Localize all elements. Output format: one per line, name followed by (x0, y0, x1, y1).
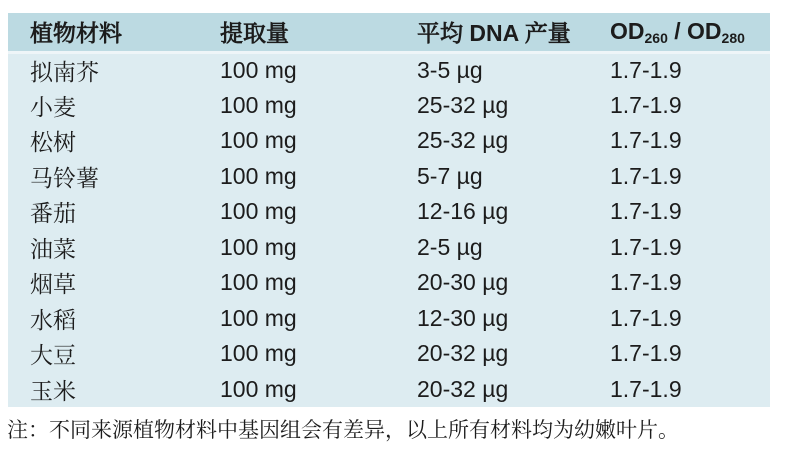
cell-amount: 100 mg (220, 198, 297, 225)
cell-amount: 100 mg (220, 57, 297, 83)
cell-yield: 25-32 µg (417, 91, 509, 118)
dna-yield-table-container (8, 13, 770, 407)
cell-od: 1.7-1.9 (610, 127, 682, 154)
table-row (8, 194, 770, 230)
cell-yield: 20-32 µg (417, 375, 509, 402)
cell-material: 玉米 (30, 377, 76, 404)
cell-yield: 25-32 µg (417, 127, 509, 154)
od-subscript-280: 280 (721, 29, 745, 46)
table-header (8, 13, 770, 52)
cell-material: 水稻 (30, 306, 76, 333)
od-base-right: OD (687, 17, 722, 44)
table-body (8, 52, 770, 407)
cell-amount: 100 mg (220, 91, 297, 118)
table-row (8, 123, 770, 159)
cell-amount: 100 mg (220, 304, 297, 331)
cell-od: 1.7-1.9 (610, 198, 682, 225)
cell-amount: 100 mg (220, 375, 297, 402)
table-row (8, 159, 770, 195)
cell-od: 1.7-1.9 (610, 162, 682, 189)
cell-amount: 100 mg (220, 340, 297, 367)
table-row (8, 265, 770, 301)
cell-material: 拟南芥 (30, 59, 99, 85)
col-header-od-ratio (610, 13, 770, 52)
cell-yield: 20-30 µg (417, 269, 509, 296)
od-separator: / (667, 17, 688, 44)
table-row (8, 372, 770, 408)
cell-od: 1.7-1.9 (610, 269, 682, 296)
cell-yield: 3-5 µg (417, 57, 483, 83)
cell-material: 烟草 (30, 271, 76, 298)
cell-od: 1.7-1.9 (610, 57, 682, 83)
table-row (8, 230, 770, 266)
cell-material: 油菜 (30, 235, 76, 262)
col-header-material: 植物材料 (8, 13, 220, 52)
footnote: 注：不同来源植物材料中基因组会有差异，以上所有材料均为幼嫩叶片。 (7, 419, 679, 442)
col-header-yield: 平均 DNA 产量 (417, 13, 610, 52)
cell-amount: 100 mg (220, 162, 297, 189)
cell-amount: 100 mg (220, 233, 297, 260)
cell-amount: 100 mg (220, 269, 297, 296)
cell-yield: 5-7 µg (417, 162, 483, 189)
cell-od: 1.7-1.9 (610, 233, 682, 260)
cell-yield: 12-30 µg (417, 304, 509, 331)
dna-yield-table (8, 13, 770, 407)
cell-yield: 20-32 µg (417, 340, 509, 367)
od-subscript-260: 260 (644, 29, 668, 46)
col-header-amount: 提取量 (220, 13, 417, 52)
cell-od: 1.7-1.9 (610, 340, 682, 367)
cell-amount: 100 mg (220, 127, 297, 154)
header-row (8, 13, 770, 52)
table-row (8, 52, 770, 88)
cell-od: 1.7-1.9 (610, 375, 682, 402)
cell-material: 松树 (30, 129, 76, 156)
cell-od: 1.7-1.9 (610, 304, 682, 331)
table-row (8, 88, 770, 124)
od-base-left: OD (610, 17, 645, 44)
cell-yield: 12-16 µg (417, 198, 509, 225)
cell-material: 大豆 (30, 342, 76, 369)
cell-material: 马铃薯 (30, 164, 99, 191)
cell-od: 1.7-1.9 (610, 91, 682, 118)
cell-yield: 2-5 µg (417, 233, 483, 260)
table-row (8, 301, 770, 337)
cell-material: 小麦 (30, 93, 76, 120)
cell-material: 番茄 (30, 200, 76, 227)
table-row (8, 336, 770, 372)
